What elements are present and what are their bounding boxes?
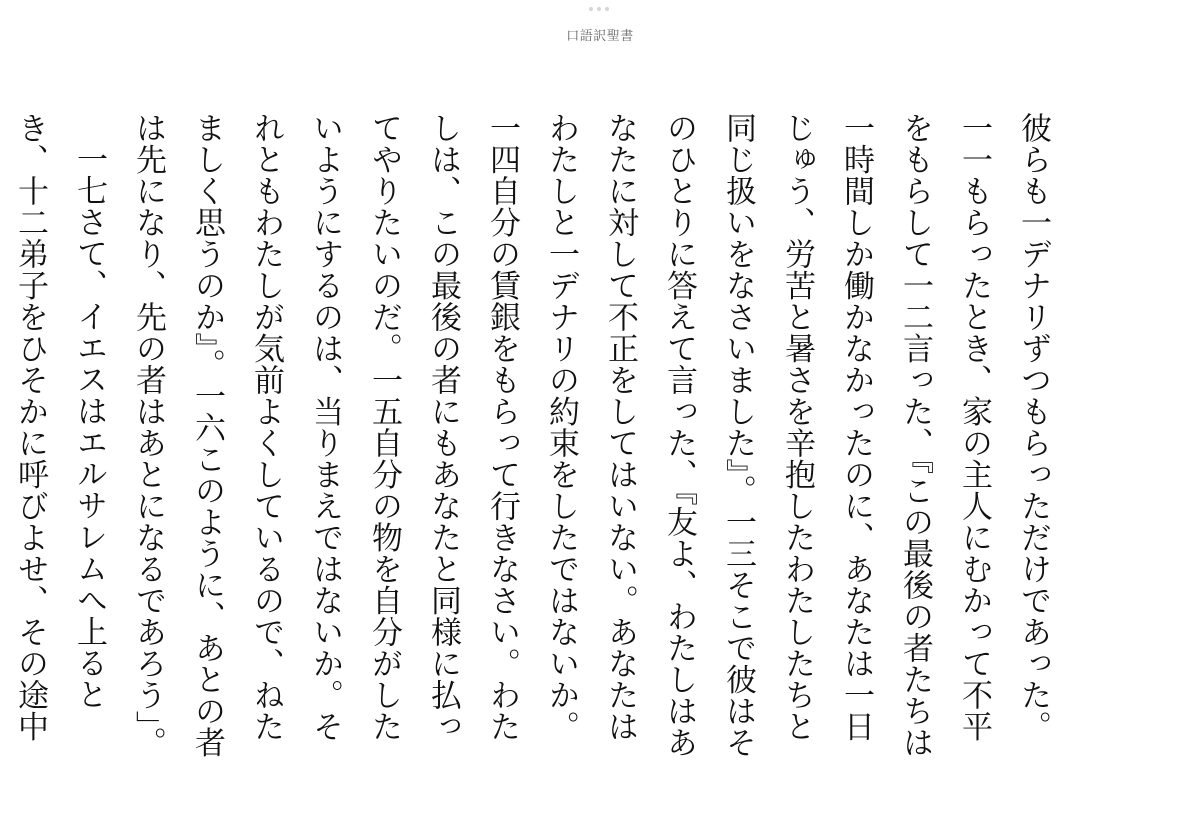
window-handle-dots[interactable] [589, 7, 609, 11]
dot-icon [605, 7, 609, 11]
vertical-text-body [12, 112, 1062, 762]
book-title: 口語訳聖書 [566, 29, 634, 44]
dot-icon [597, 7, 601, 11]
dot-icon [589, 7, 593, 11]
paragraph: 一七さて、イエスはエルサレムへ上るとき、十二弟子をひそかに呼びよせ、その途中 [12, 112, 107, 742]
paragraph: 彼らも一デナリずつもらっただけであった。一一もらったとき、家の主人にむかって不平をもらして一二言った、『この最後の者たちは一時間しか働かなかったのに、あなたは一日じゅう、労苦と暑さを辛抱したわたしたちと同じ扱いをなさいました』。一三そこで彼はそのひとりに答えて言った、『友よ、わたしはあなたに対して不正をしてはいない。あなたはわたしと一デナリの約束をしたではないか。一四自分の賃銀をもらって行きなさい。わたしは、この最後の者にもあなたと同様に払ってやりたいのだ。一五自分の物を自分がしたいようにするのは、当りまえではないか。それともわたしが気前よくしているので、ねたましく思うのか』。一六このように、あとの者は先になり、先の者はあとになるであろう」。 [130, 112, 1051, 758]
